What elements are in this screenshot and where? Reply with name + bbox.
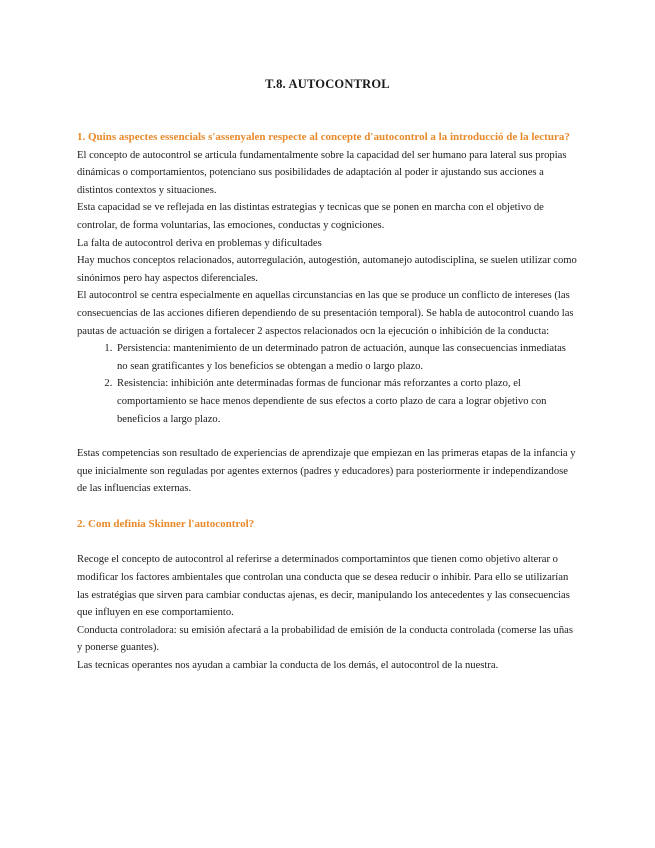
paragraph: El autocontrol se centra especialmente en aquellas circunstancias en las que se produce un conflicto de intereses (las consecuencias de las acciones difieren dependiendo de su presentación temporal). Se habla de autocontrol cuando las pautas de actuación se dirigen a fortalecer 2 aspectos relacionados ocn la ejecución o inhibición de la conducta: xyxy=(77,290,574,337)
paragraph: Estas competencias son resultado de experiencias de aprendizaje que empiezan en las primeras etapas de la infancia y que inicialmente son reguladas por agentes externos (padres y educadores) para posteriormente ir independizandose de las influencias externas. xyxy=(77,448,576,495)
question-2-heading: 2. Com definia Skinner l'autocontrol? xyxy=(77,517,255,530)
question-1-heading: 1. Quins aspectes essencials s'assenyalen respecte al concepte d'autocontrol a la introducció de la lectura? xyxy=(77,131,570,143)
paragraph: Esta capacidad se ve reflejada en las distintas estrategias y tecnicas que se ponen en marcha con el objetivo de controlar, de forma voluntarias, las emociones, conductas y cogniciones. xyxy=(77,202,544,231)
list-item: 1. Persistencia: mantenimiento de un determinado patron de actuación, aunque las consecuencias inmediatas no sean gratificantes y los beneficios se obtengan a medio o largo plazo. xyxy=(115,340,579,375)
document-body xyxy=(77,129,579,675)
list-item: 2. Resistencia: inhibición ante determinadas formas de funcionar más reforzantes a corto plazo, el comportamiento se hace menos dependiente de sus efectos a corto plazo de cara a lograr objetivo con beneficios a largo plazo. xyxy=(115,375,579,428)
paragraph: Recoge el concepto de autocontrol al referirse a determinados comportamintos que tienen como objetivo alterar o modificar los factores ambientales que controlan una conducta que se desea reducir o inhibir. Para ello se utilizarían las estratégias que sirven para cambiar conductas ajenas, es decir, manipulando los antecedentes y las consecuencias que influyen en ese comportamiento. xyxy=(77,554,570,619)
paragraph: Hay muchos conceptos relacionados, autorregulación, autogestión, automanejo autodisciplina, se suelen utilizar como sinónimos pero hay aspectos diferenciales. xyxy=(77,255,577,284)
paragraph: Conducta controladora: su emisión afectará a la probabilidad de emisión de la conducta controlada (comerse las uñas y ponerse guantes). xyxy=(77,624,573,654)
paragraph: La falta de autocontrol deriva en problemas y dificultades xyxy=(77,237,322,249)
document-title: T.8. AUTOCONTROL xyxy=(265,77,390,91)
paragraph: Las tecnicas operantes nos ayudan a cambiar la conducta de los demás, el autocontrol de la nuestra. xyxy=(77,660,499,672)
numbered-list xyxy=(77,340,579,428)
paragraph: El concepto de autocontrol se articula fundamentalmente sobre la capacidad del ser humano para lateral sus propias dinámicas o comportamientos, potenciano sus posibilidades de adaptación al poder ir ajustando sus acciones a distintos contextos y situaciones. xyxy=(77,149,567,196)
